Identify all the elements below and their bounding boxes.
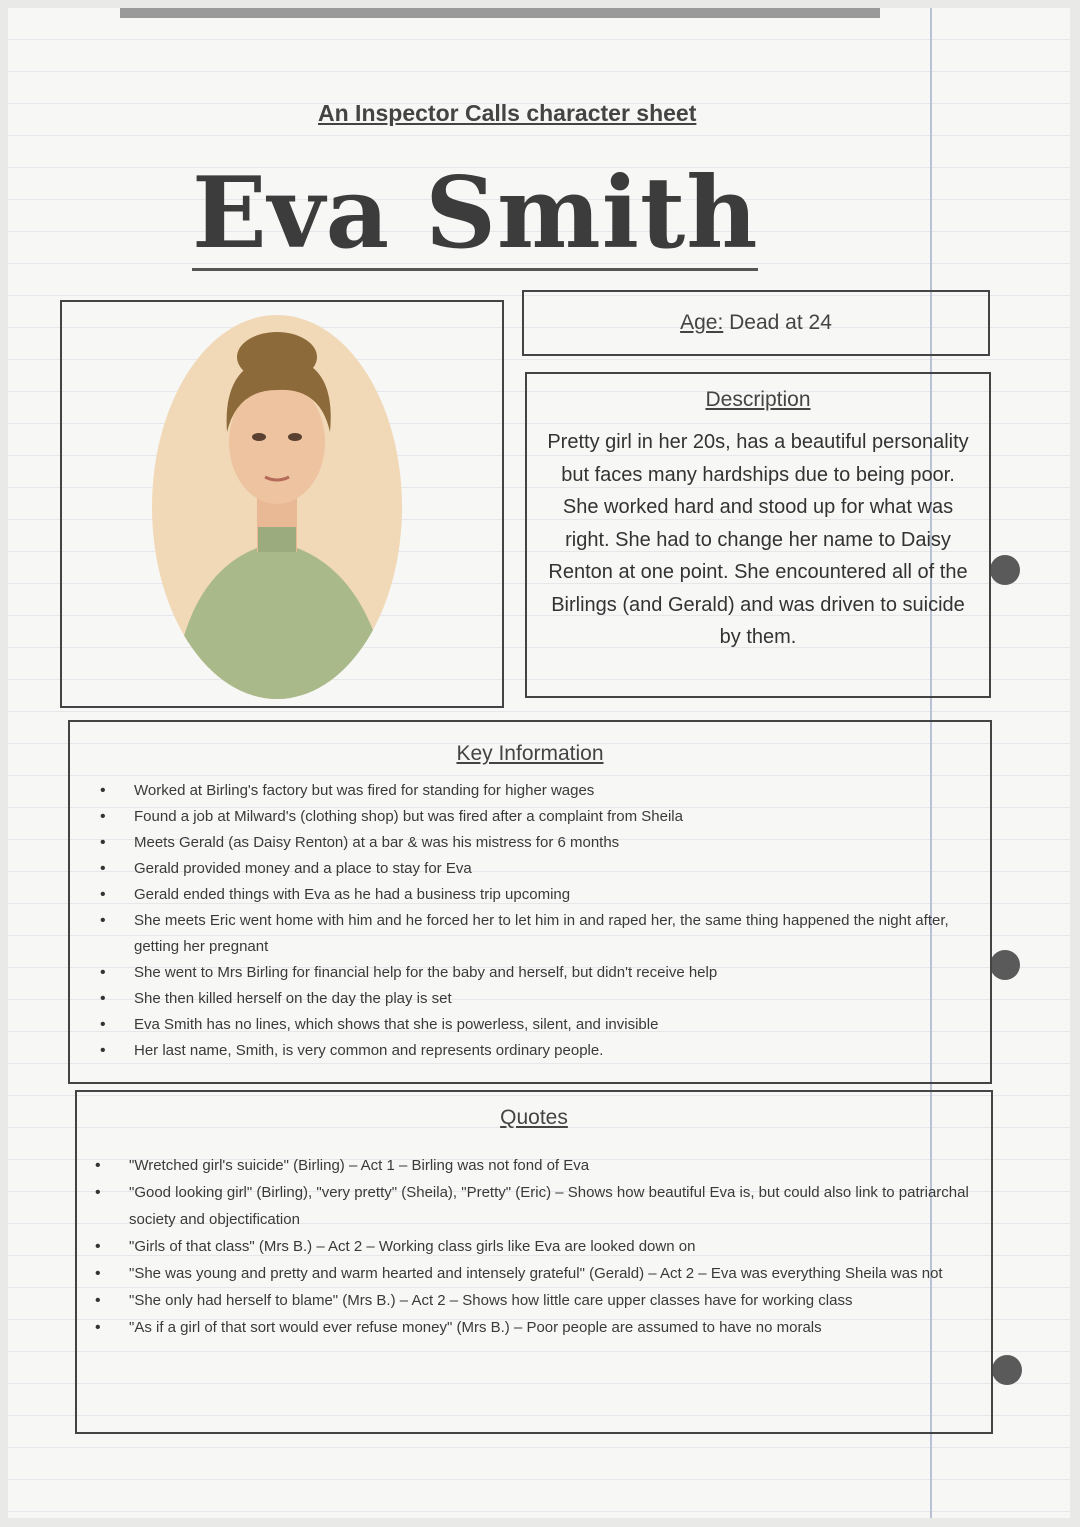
age-label: Age:	[680, 311, 724, 334]
description-text: Pretty girl in her 20s, has a beautiful personality but faces many hardships due to being poor. She worked hard and stood up for what was right. She had to change her name to Daisy Renton at one point. She encountered all of the Birlings (and Gerald) and was driven to suicide by them.	[547, 431, 969, 648]
punch-hole	[990, 950, 1020, 980]
age-value: Dead at 24	[729, 311, 832, 334]
list-item: • Eva Smith has no lines, which shows that she is powerless, silent, and invisible	[52, 1012, 990, 1038]
description-heading: Description	[705, 388, 811, 411]
sheet-title: An Inspector Calls character sheet	[318, 100, 697, 126]
list-item: • She then killed herself on the day the play is set	[52, 986, 990, 1012]
list-item: • She went to Mrs Birling for financial help for the baby and herself, but didn't receive help	[52, 960, 990, 986]
quotes-box	[75, 1090, 993, 1434]
quote-item: • "She was young and pretty and warm hearted and intensely grateful" (Gerald) – Act 2 – Eva was everything Sheila was not	[47, 1260, 991, 1287]
list-item: • Gerald ended things with Eva as he had a business trip upcoming	[52, 882, 990, 908]
quote-item: • "She only had herself to blame" (Mrs B.) – Act 2 – Shows how little care upper classes have for working class	[47, 1287, 991, 1314]
age-box	[522, 290, 990, 356]
portrait-image	[62, 302, 502, 706]
list-item: • Found a job at Milward's (clothing shop) but was fired after a complaint from Sheila	[52, 804, 990, 830]
list-item: • Worked at Birling's factory but was fired for standing for higher wages	[52, 778, 990, 804]
quote-item: • "Wretched girl's suicide" (Birling) – Act 1 – Birling was not fond of Eva	[47, 1152, 991, 1179]
punch-hole	[990, 555, 1020, 585]
list-item: • Meets Gerald (as Daisy Renton) at a bar & was his mistress for 6 months	[52, 830, 990, 856]
quotes-list	[47, 1152, 991, 1341]
quotes-heading: Quotes	[500, 1106, 568, 1129]
list-item: • Gerald provided money and a place to stay for Eva	[52, 856, 990, 882]
key-information-heading: Key Information	[456, 742, 604, 765]
binder-edge	[120, 8, 880, 18]
key-information-box	[68, 720, 992, 1084]
quote-item: • "Good looking girl" (Birling), "very pretty" (Sheila), "Pretty" (Eric) – Shows how beautiful Eva is, but could also link to patriarchal society and objectification	[47, 1179, 991, 1233]
quote-item: • "As if a girl of that sort would ever refuse money" (Mrs B.) – Poor people are assumed to have no morals	[47, 1314, 991, 1341]
list-item: • Her last name, Smith, is very common and represents ordinary people.	[52, 1038, 990, 1064]
list-item: • She meets Eric went home with him and he forced her to let him in and raped her, the same thing happened the night after, getting her pregnant	[52, 908, 990, 960]
description-box	[525, 372, 991, 698]
quote-item: • "Girls of that class" (Mrs B.) – Act 2 – Working class girls like Eva are looked down on	[47, 1233, 991, 1260]
character-name: Eva Smith	[192, 156, 759, 271]
key-information-list	[52, 778, 990, 1064]
punch-hole	[992, 1355, 1022, 1385]
portrait-box	[60, 300, 504, 708]
